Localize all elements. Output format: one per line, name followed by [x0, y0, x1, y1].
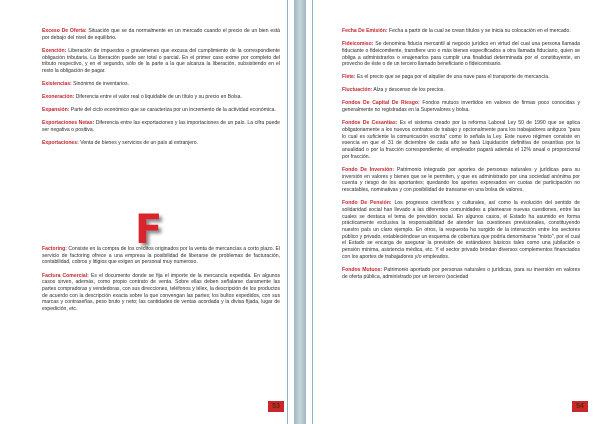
entry-definition: Venta de bienes y servicios de un país al extranjero.	[78, 140, 199, 147]
entry-term: Exención:	[42, 47, 67, 54]
entry-definition: Los progresos científicos y culturales, así como la evolución del sentido de solidaridad social han llevado a las diferentes comunidades a plantearse nuevas cuestiones, entre las cuales se destaca el tema de previsión social. En algunos casos, el Estado ha asumido en forma prácticamente exclusiva la responsabilidad de atender las cuestiones previsionales, constituyendo nuestro país un claro ejemplo. En otros, la respuesta ha surgido de la interacción entre los sectores público y privado, estableciéndose un esquema de cobertura que podría denominarse "mixto", por el cual el Estado se encarga de asegurar la previsión de estándares básicos tales como una jubilación o pensión mínima, asistencia médica, etc. Y el sector privado brindan diversos complementos financiados con los aportes de trabajadores y/o empleados.	[342, 200, 580, 260]
right-page	[306, 0, 600, 424]
entry-definition: Liberación de impuestos o gravámenes que excusa del cumplimiento de la correspondiente obligación tributaria. La liberación puede ser total o parcial. En el primer caso exime por completo del tributo respectivo, y en el segundo, sólo de la parte a la que alcanza la liberación, subsistiendo en el resto la obligación de pagar.	[42, 47, 280, 74]
entry-definition: Diferencia entre las exportaciones y las importaciones de un país. La cifra puede ser negativa o positiva.	[42, 120, 280, 133]
glossary-entry	[42, 120, 280, 133]
entry-term: Expansión:	[42, 107, 70, 114]
entry-definition: Patrimonio integrado por aportes de personas naturales y jurídicas para su inversión en valores y bienes que se le permiten, y que es administrado por una sociedad anónima por cuenta y riesgo de los aportantes; quedando los aportes expresados en cuotas de participación no rescatables, nominativas y con posibilidad de transarse en una bolsa de valores.	[342, 166, 580, 193]
glossary-entry	[342, 167, 580, 194]
entry-term: Flete:	[342, 74, 356, 81]
glossary-entry	[42, 273, 280, 313]
glossary-entry	[42, 81, 280, 88]
entry-definition: Situación que se da normalmente en un mercado cuando el precio de un bien está por debajo del nivel de equilibrio.	[42, 28, 280, 41]
entry-term: Fecha De Emisión:	[342, 28, 388, 34]
entry-definition: Consiste en la compra de los créditos originados por la venta de mercancías a corto plazo. El servicio de factoring ofrece a una empresa la posibilidad de liberarse de problemas de facturación, contabilidad, cobros y litigios que exigen un personal muy numeroso.	[42, 246, 280, 266]
page-number: 54	[572, 401, 588, 412]
entry-term: Exoneración:	[42, 94, 75, 101]
book-gutter	[294, 0, 306, 424]
entry-term: Fluctuación:	[342, 87, 373, 94]
entry-definition: Diferencia entre el valor real o liquidable de un título y su precio en Bolsa.	[74, 94, 242, 101]
glossary-entry	[42, 107, 280, 114]
entry-definition: Fecha a partir de la cual se crean títulos y se inicia su colocación en el mercado.	[387, 28, 571, 34]
glossary-entry	[42, 140, 280, 147]
entry-term: Fondos De Capital De Riesgo:	[342, 100, 420, 107]
section-letter: F	[135, 207, 163, 253]
glossary-entry	[342, 120, 580, 160]
entry-definition: Es el precio que se paga por el alquiler de una nave para el transporte de mercancía.	[355, 74, 550, 81]
page-border	[287, 0, 288, 424]
glossary-entry	[42, 246, 280, 266]
entry-term: Fondo De Pensión:	[342, 200, 392, 207]
glossary-entry	[42, 94, 280, 101]
entry-term: Factoring:	[42, 246, 67, 252]
left-bottom-entries	[42, 246, 280, 319]
glossary-entry	[42, 28, 280, 41]
entry-definition: Se denomina fiducia mercantil al negocio jurídico en virtud del cual una persona llamada fiduciante o fideicomitente, transfiere uno o más bienes especificados a otra llamada fiduciario, quien se obliga a administrarlos o enajenarlos para cumplir una finalidad determinada por el constituyente, en provecho de éste o de un tercero llamado beneficiario o fideicomisario.	[342, 41, 580, 68]
glossary-entry	[342, 200, 580, 260]
entry-term: Fideicomiso:	[342, 41, 374, 48]
entry-term: Factura Comercial:	[42, 272, 89, 279]
entry-definition: Es el sistema creado por la reforma Laboral Ley 50 de 1990 que se aplica obligatoriamente a los nuevos contratos de trabajo y opcionalmente para los trabajadores antiguos "para lo cual es suficiente la comunicación escrita" como lo señala la Ley. Este nuevo régimen consiste en esencia en que el 31 de diciembre de cada año se hará Liquidación definitiva de cesantías por la anualidad o por la fracción correspondiente; el empleador pagará además el 12% anual o proporcional por fracción.	[342, 120, 580, 160]
right-entries	[342, 28, 580, 287]
entry-term: Fondos Mutuos:	[342, 266, 383, 273]
left-top-entries	[42, 28, 280, 153]
entry-term: Fondo De Inversión:	[342, 166, 395, 173]
glossary-entry	[342, 100, 580, 113]
entry-term: Fondos De Cesantías:	[342, 120, 398, 127]
glossary-entry	[342, 28, 580, 35]
entry-term: Existencias:	[42, 81, 72, 87]
entry-definition: Fondos mutuos invertidos en valores de firmas poco conocidas y generalmente no registradas en la Supervalores y bolsa.	[342, 100, 580, 114]
entry-definition: Parte del ciclo económico que se caracteriza por un incremento de la actividad económica.	[69, 107, 276, 114]
left-page	[0, 0, 294, 424]
glossary-entry	[342, 74, 580, 81]
entry-definition: Es el documento donde se fija el importe de la mercancía expedida. En algunos casos sirven, además, como propio contrato de venta. Sobre ellas deben señalarse claramente las partes compradoras y vendedoras, con sus direcciones, teléfonos y télex, la descripción de los productos de acuerdo con la descripción exacta sobre la que convengan las partes; los bultos expedidos, con sus marcas y contraseñas, peso bruto y neto; las cantidades de ventas acordada y la divisa fijada, lugar de expedición, etc.	[42, 272, 280, 313]
page-border	[312, 0, 313, 424]
entry-definition: Sinónimo de inventarios.	[71, 81, 129, 87]
glossary-entry	[42, 48, 280, 75]
entry-term: Exportaciones:	[42, 140, 79, 147]
entry-definition: Alza y descenso de los precios.	[372, 87, 445, 94]
page-number: 53	[268, 401, 284, 412]
glossary-entry	[342, 41, 580, 68]
entry-definition: Patrimonio aportado por personas naturales o jurídicas, para su inversión en valores de oferta pública, administrado por un tercero (sociedad	[342, 266, 580, 280]
entry-term: Exceso De Oferta:	[42, 28, 87, 34]
glossary-entry	[342, 87, 580, 94]
entry-term: Exportaciones Netas:	[42, 120, 95, 127]
glossary-entry	[342, 267, 580, 280]
